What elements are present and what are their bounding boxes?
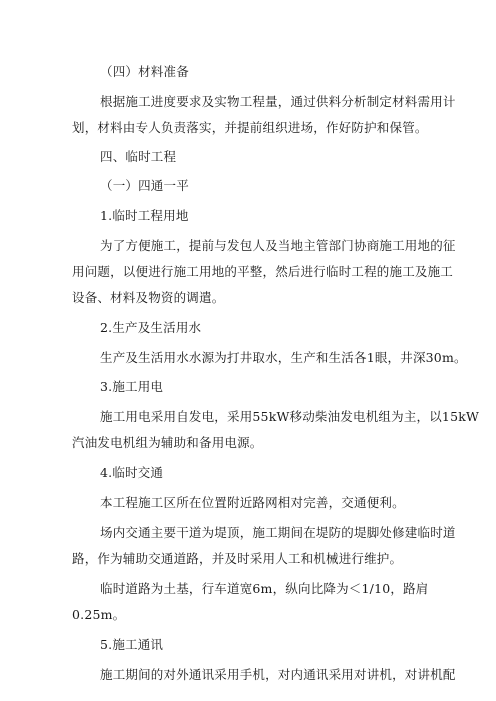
paragraph-line: 本工程施工区所在位置附近路网相对完善，交通便利。	[100, 495, 405, 510]
item-heading-power: 3.施工用电	[100, 379, 164, 394]
paragraph-line: 场内交通主要干道为堤顶，施工期间在堤防的堤脚处修建临时道	[100, 525, 456, 540]
paragraph-line: 临时道路为土基，行车道宽6m，纵向比降为＜1/10，路肩	[100, 581, 429, 596]
paragraph-line: 路，作为辅助交通道路，并及时采用人工和机械进行维护。	[72, 551, 403, 566]
paragraph-line: 用问题，以便进行施工用地的平整，然后进行临时工程的施工及施工	[72, 264, 454, 279]
paragraph-line: 0.25m。	[72, 607, 126, 622]
item-heading-water: 2.生产及生活用水	[100, 320, 202, 335]
section-heading-temporary-works: 四、临时工程	[100, 149, 177, 164]
paragraph-line: 划，材料由专人负责落实，并提前组织进场，作好防护和保管。	[72, 120, 428, 135]
paragraph-line: 根据施工进度要求及实物工程量，通过供料分析制定材料需用计	[100, 94, 456, 109]
paragraph-line: 设备、材料及物资的调遣。	[72, 290, 225, 305]
item-heading-land: 1.临时工程用地	[100, 208, 189, 223]
subsection-heading: （一）四通一平	[100, 178, 189, 193]
item-heading-traffic: 4.临时交通	[100, 465, 164, 480]
paragraph-line: 汽油发电机组为辅助和备用电源。	[72, 435, 263, 450]
paragraph-line: 施工期间的对外通讯采用手机，对内通讯采用对讲机，对讲机配	[100, 667, 456, 682]
paragraph-line: 施工用电采用自发电，采用55kW移动柴油发电机组为主，以15kW	[100, 409, 480, 424]
item-heading-communication: 5.施工通讯	[100, 637, 164, 652]
paragraph-line: 生产及生活用水水源为打井取水，生产和生活各1眼，井深30m。	[100, 350, 467, 365]
paragraph-line: 为了方便施工，提前与发包人及当地主管部门协商施工用地的征	[100, 238, 456, 253]
section-heading-material-prep: （四）材料准备	[100, 64, 189, 79]
